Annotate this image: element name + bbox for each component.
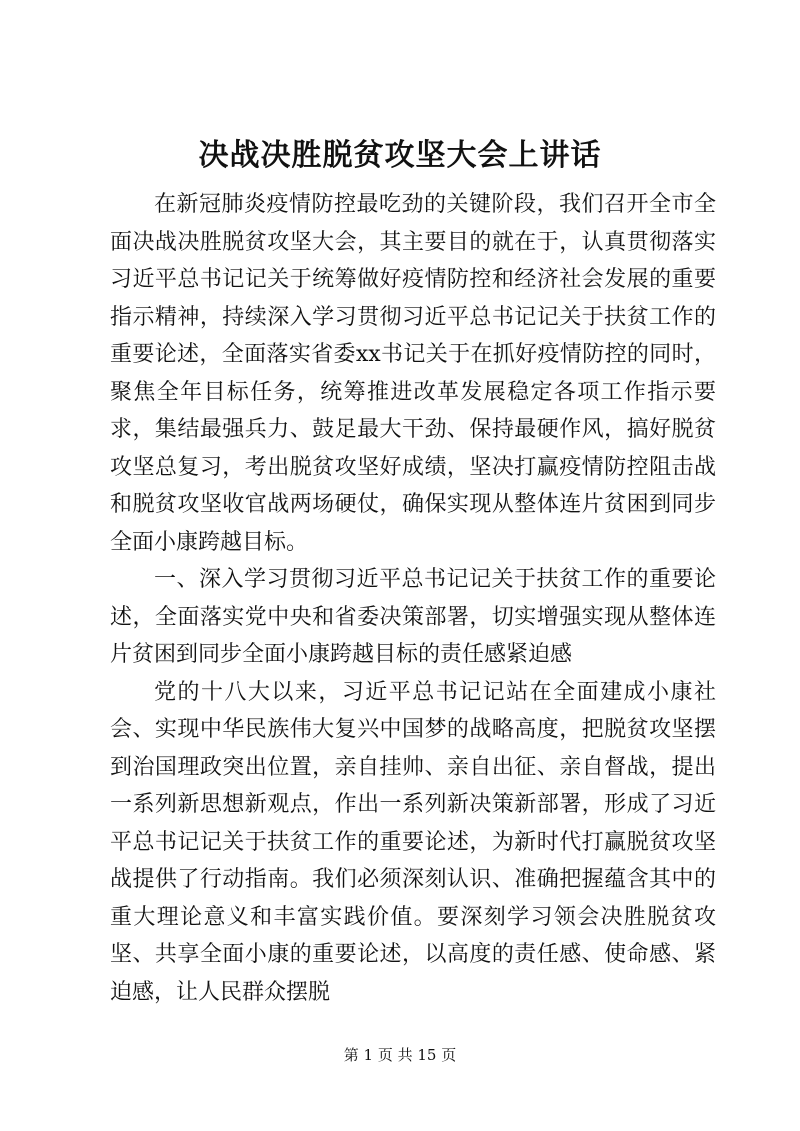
paragraph-section-heading: 一、深入学习贯彻习近平总书记记关于扶贫工作的重要论述，全面落实党中央和省委决策部署，切实增强实现从整体连片贫困到同步全面小康跨越目标的责任感紧迫感 [110, 567, 716, 667]
page-footer: 第 1 页 共 15 页 [343, 1046, 457, 1064]
document-title: 决战决胜脱贫攻坚大会上讲话 [198, 138, 602, 173]
paragraph-intro: 在新冠肺炎疫情防控最吃劲的关键阶段，我们召开全市全面决战决胜脱贫攻坚大会，其主要目的就在于，认真贯彻落实习近平总书记记关于统筹做好疫情防控和经济社会发展的重要指示精神，持续深入学习贯彻习近平总书记记关于扶贫工作的重要论述，全面落实省委xx书记关于在抓好疫情防控的同时，聚焦全年目标任务，统筹推进改革发展稳定各项工作指示要求，集结最强兵力、鼓足最大干劲、保持最硬作风，搞好脱贫攻坚总复习，考出脱贫攻坚好成绩，坚决打赢疫情防控阻击战和脱贫攻坚收官战两场硬仗，确保实现从整体连片贫困到同步全面小康跨越目标。 [110, 192, 716, 555]
paragraph-body: 党的十八大以来，习近平总书记记站在全面建成小康社会、实现中华民族伟大复兴中国梦的战略高度，把脱贫攻坚摆到治国理政突出位置，亲自挂帅、亲自出征、亲自督战，提出一系列新思想新观点，作出一系列新决策新部署，形成了习近平总书记记关于扶贫工作的重要论述，为新时代打赢脱贫攻坚战提供了行动指南。我们必须深刻认识、准确把握蕴含其中的重大理论意义和丰富实践价值。要深刻学习领会决胜脱贫攻坚、共享全面小康的重要论述，以高度的责任感、使命感、紧迫感，让人民群众摆脱 [110, 679, 716, 1005]
document-body [110, 186, 716, 1011]
